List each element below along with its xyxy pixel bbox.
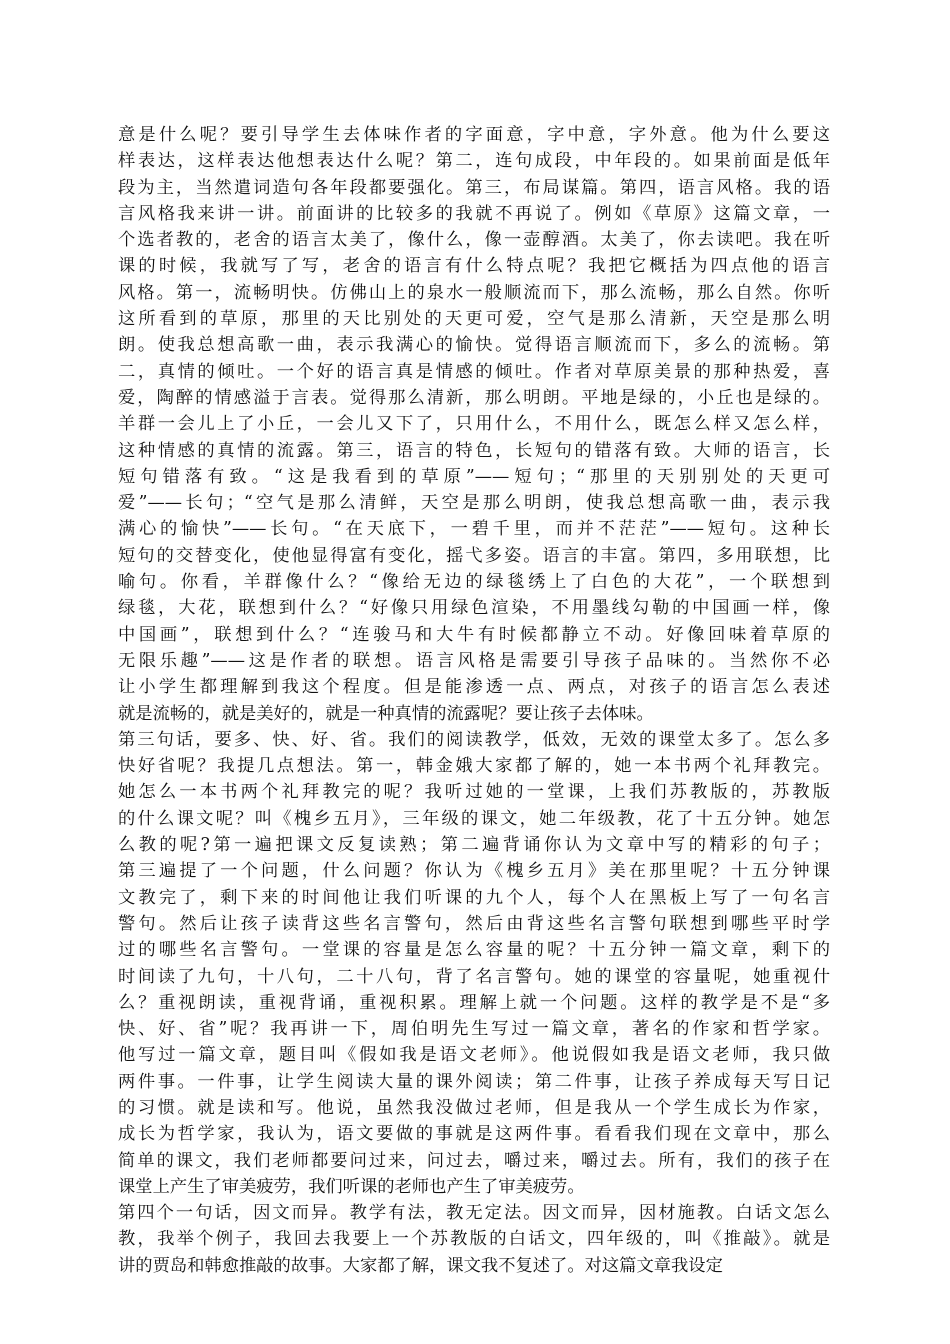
text-line: 讲的贾岛和韩愈推敲的故事。大家都了解，课文我不复述了。对这篇文章我设定 <box>118 1255 723 1276</box>
text-line: 的习惯。就是读和写。他说，虽然我没做过老师，但是我从一个学生成长为作家， <box>118 1097 830 1118</box>
text-line: 文教完了，剩下来的时间他让我们听课的九个人，每个人在黑板上写了一句名言 <box>118 887 830 908</box>
text-line: 个选者教的，老舍的语言太美了，像什么，像一壶醇酒。太美了，你去读吧。我在听 <box>118 230 830 251</box>
text-line: 二，真情的倾吐。一个好的语言真是情感的倾吐。作者对草原美景的那种热爱，喜 <box>118 361 830 382</box>
text-line: 第三句话，要多、快、好、省。我们的阅读教学，低效，无效的课堂太多了。怎么多 <box>118 729 830 750</box>
text-line: 简单的课文，我们老师都要问过来，问过去，嚼过来，嚼过去。所有，我们的孩子在 <box>118 1150 830 1171</box>
text-line: 两件事。一件事，让学生阅读大量的课外阅读；第二件事，让孩子养成每天写日记 <box>118 1071 830 1092</box>
paragraph <box>118 122 830 727</box>
text-line: 快、好、省”呢？我再讲一下，周伯明先生写过一篇文章，著名的作家和哲学家。 <box>118 1019 830 1040</box>
text-line: 言风格我来讲一讲。前面讲的比较多的我就不再说了。例如《草原》这篇文章，一 <box>118 203 830 224</box>
text-line: 课堂上产生了审美疲劳，我们听课的老师也产生了审美疲劳。 <box>118 1176 585 1197</box>
text-line: 爱”——长句；“空气是那么清鲜，天空是那么明朗，使我总想高歌一曲，表示我 <box>118 493 830 514</box>
paragraph <box>118 1200 830 1279</box>
text-line: 他写过一篇文章，题目叫《假如我是语文老师》。他说假如我是语文老师，我只做 <box>118 1045 830 1066</box>
text-line: 短句错落有致。“这是我看到的草原”——短句；“那里的天别别处的天更可 <box>118 466 830 487</box>
text-line: 样表达，这样表达他想表达什么呢？第二，连句成段，中年段的。如果前面是低年 <box>118 151 830 172</box>
text-line: 羊群一会儿上了小丘，一会儿又下了，只用什么，不用什么，既怎么样又怎么样， <box>118 414 830 435</box>
text-line: 绿毯，大花，联想到什么？“好像只用绿色渲染，不用墨线勾勒的中国画一样，像 <box>118 598 830 619</box>
text-line: 喻句。你看，羊群像什么？“像给无边的绿毯绣上了白色的大花”，一个联想到 <box>118 572 830 593</box>
text-line: 风格。第一，流畅明快。仿佛山上的泉水一般顺流而下，那么流畅，那么自然。你听 <box>118 282 830 303</box>
text-line: 快好省呢？我提几点想法。第一，韩金娥大家都了解的，她一本书两个礼拜教完。 <box>118 756 830 777</box>
text-line: 么？重视朗读，重视背诵，重视积累。理解上就一个问题。这样的教学是不是“多 <box>118 992 830 1013</box>
text-line: 爱，陶醉的情感溢于言表。觉得那么清新，那么明朗。平地是绿的，小丘也是绿的。 <box>118 387 830 408</box>
text-line: 满心的愉快”——长句。“在天底下，一碧千里，而并不茫茫”——短句。这种长 <box>118 519 830 540</box>
paragraph <box>118 727 830 1200</box>
text-line: 她怎么一本书两个礼拜教完的呢？我听过她的一堂课，上我们苏教版的，苏教版 <box>118 782 830 803</box>
text-line: 就是流畅的，就是美好的，就是一种真情的流露呢？要让孩子去体味。 <box>118 703 654 724</box>
text-line: 让小学生都理解到我这个程度。但是能渗透一点、两点，对孩子的语言怎么表述 <box>118 677 830 698</box>
text-line: 短句的交替变化，使他显得富有变化，摇弋多姿。语言的丰富。第四，多用联想，比 <box>118 545 830 566</box>
text-line: 课的时候，我就写了写，老舍的语言有什么特点呢？我把它概括为四点他的语言 <box>118 256 830 277</box>
text-line: 意是什么呢？要引导学生去体味作者的字面意，字中意，字外意。他为什么要这 <box>118 125 830 145</box>
text-line: 中国画”，联想到什么？“连骏马和大牛有时候都静立不动。好像回味着草原的 <box>118 624 830 645</box>
text-line: 过的哪些名言警句。一堂课的容量是怎么容量的呢？十五分钟一篇文章，剩下的 <box>118 940 830 961</box>
text-line: 第三遍提了一个问题，什么问题？你认为《槐乡五月》美在那里呢？十五分钟课 <box>118 861 830 882</box>
text-line: 的什么课文呢？叫《槐乡五月》，三年级的课文，她二年级教，花了十五分钟。她怎 <box>118 808 830 829</box>
text-line: 么教的呢?第一遍把课文反复读熟；第二遍背诵你认为文章中写的精彩的句子； <box>118 835 830 856</box>
text-line: 警句。然后让孩子读背这些名言警句，然后由背这些名言警句联想到哪些平时学 <box>118 913 830 934</box>
text-line: 这种情感的真情的流露。第三，语言的特色，长短句的错落有致。大师的语言，长 <box>118 440 830 461</box>
text-line: 第四个一句话，因文而异。教学有法，教无定法。因文而异，因材施教。白话文怎么 <box>118 1203 830 1224</box>
text-line: 无限乐趣”——这是作者的联想。语言风格是需要引导孩子品味的。当然你不必 <box>118 650 830 671</box>
text-line: 时间读了九句，十八句，二十八句，背了名言警句。她的课堂的容量呢，她重视什 <box>118 966 830 987</box>
text-line: 这所看到的草原，那里的天比别处的天更可爱，空气是那么清新，天空是那么明 <box>118 309 830 330</box>
document-page <box>118 122 830 1342</box>
text-line: 段为主，当然遣词造句各年段都要强化。第三，布局谋篇。第四，语言风格。我的语 <box>118 177 830 198</box>
text-line: 教，我举个例子，我回去我要上一个苏教版的白话文，四年级的，叫《推敲》。就是 <box>118 1229 830 1250</box>
text-line: 朗。使我总想高歌一曲，表示我满心的愉快。觉得语言顺流而下，多么的流畅。第 <box>118 335 830 356</box>
text-line: 成长为哲学家，我认为，语文要做的事就是这两件事。看看我们现在文章中，那么 <box>118 1124 830 1145</box>
